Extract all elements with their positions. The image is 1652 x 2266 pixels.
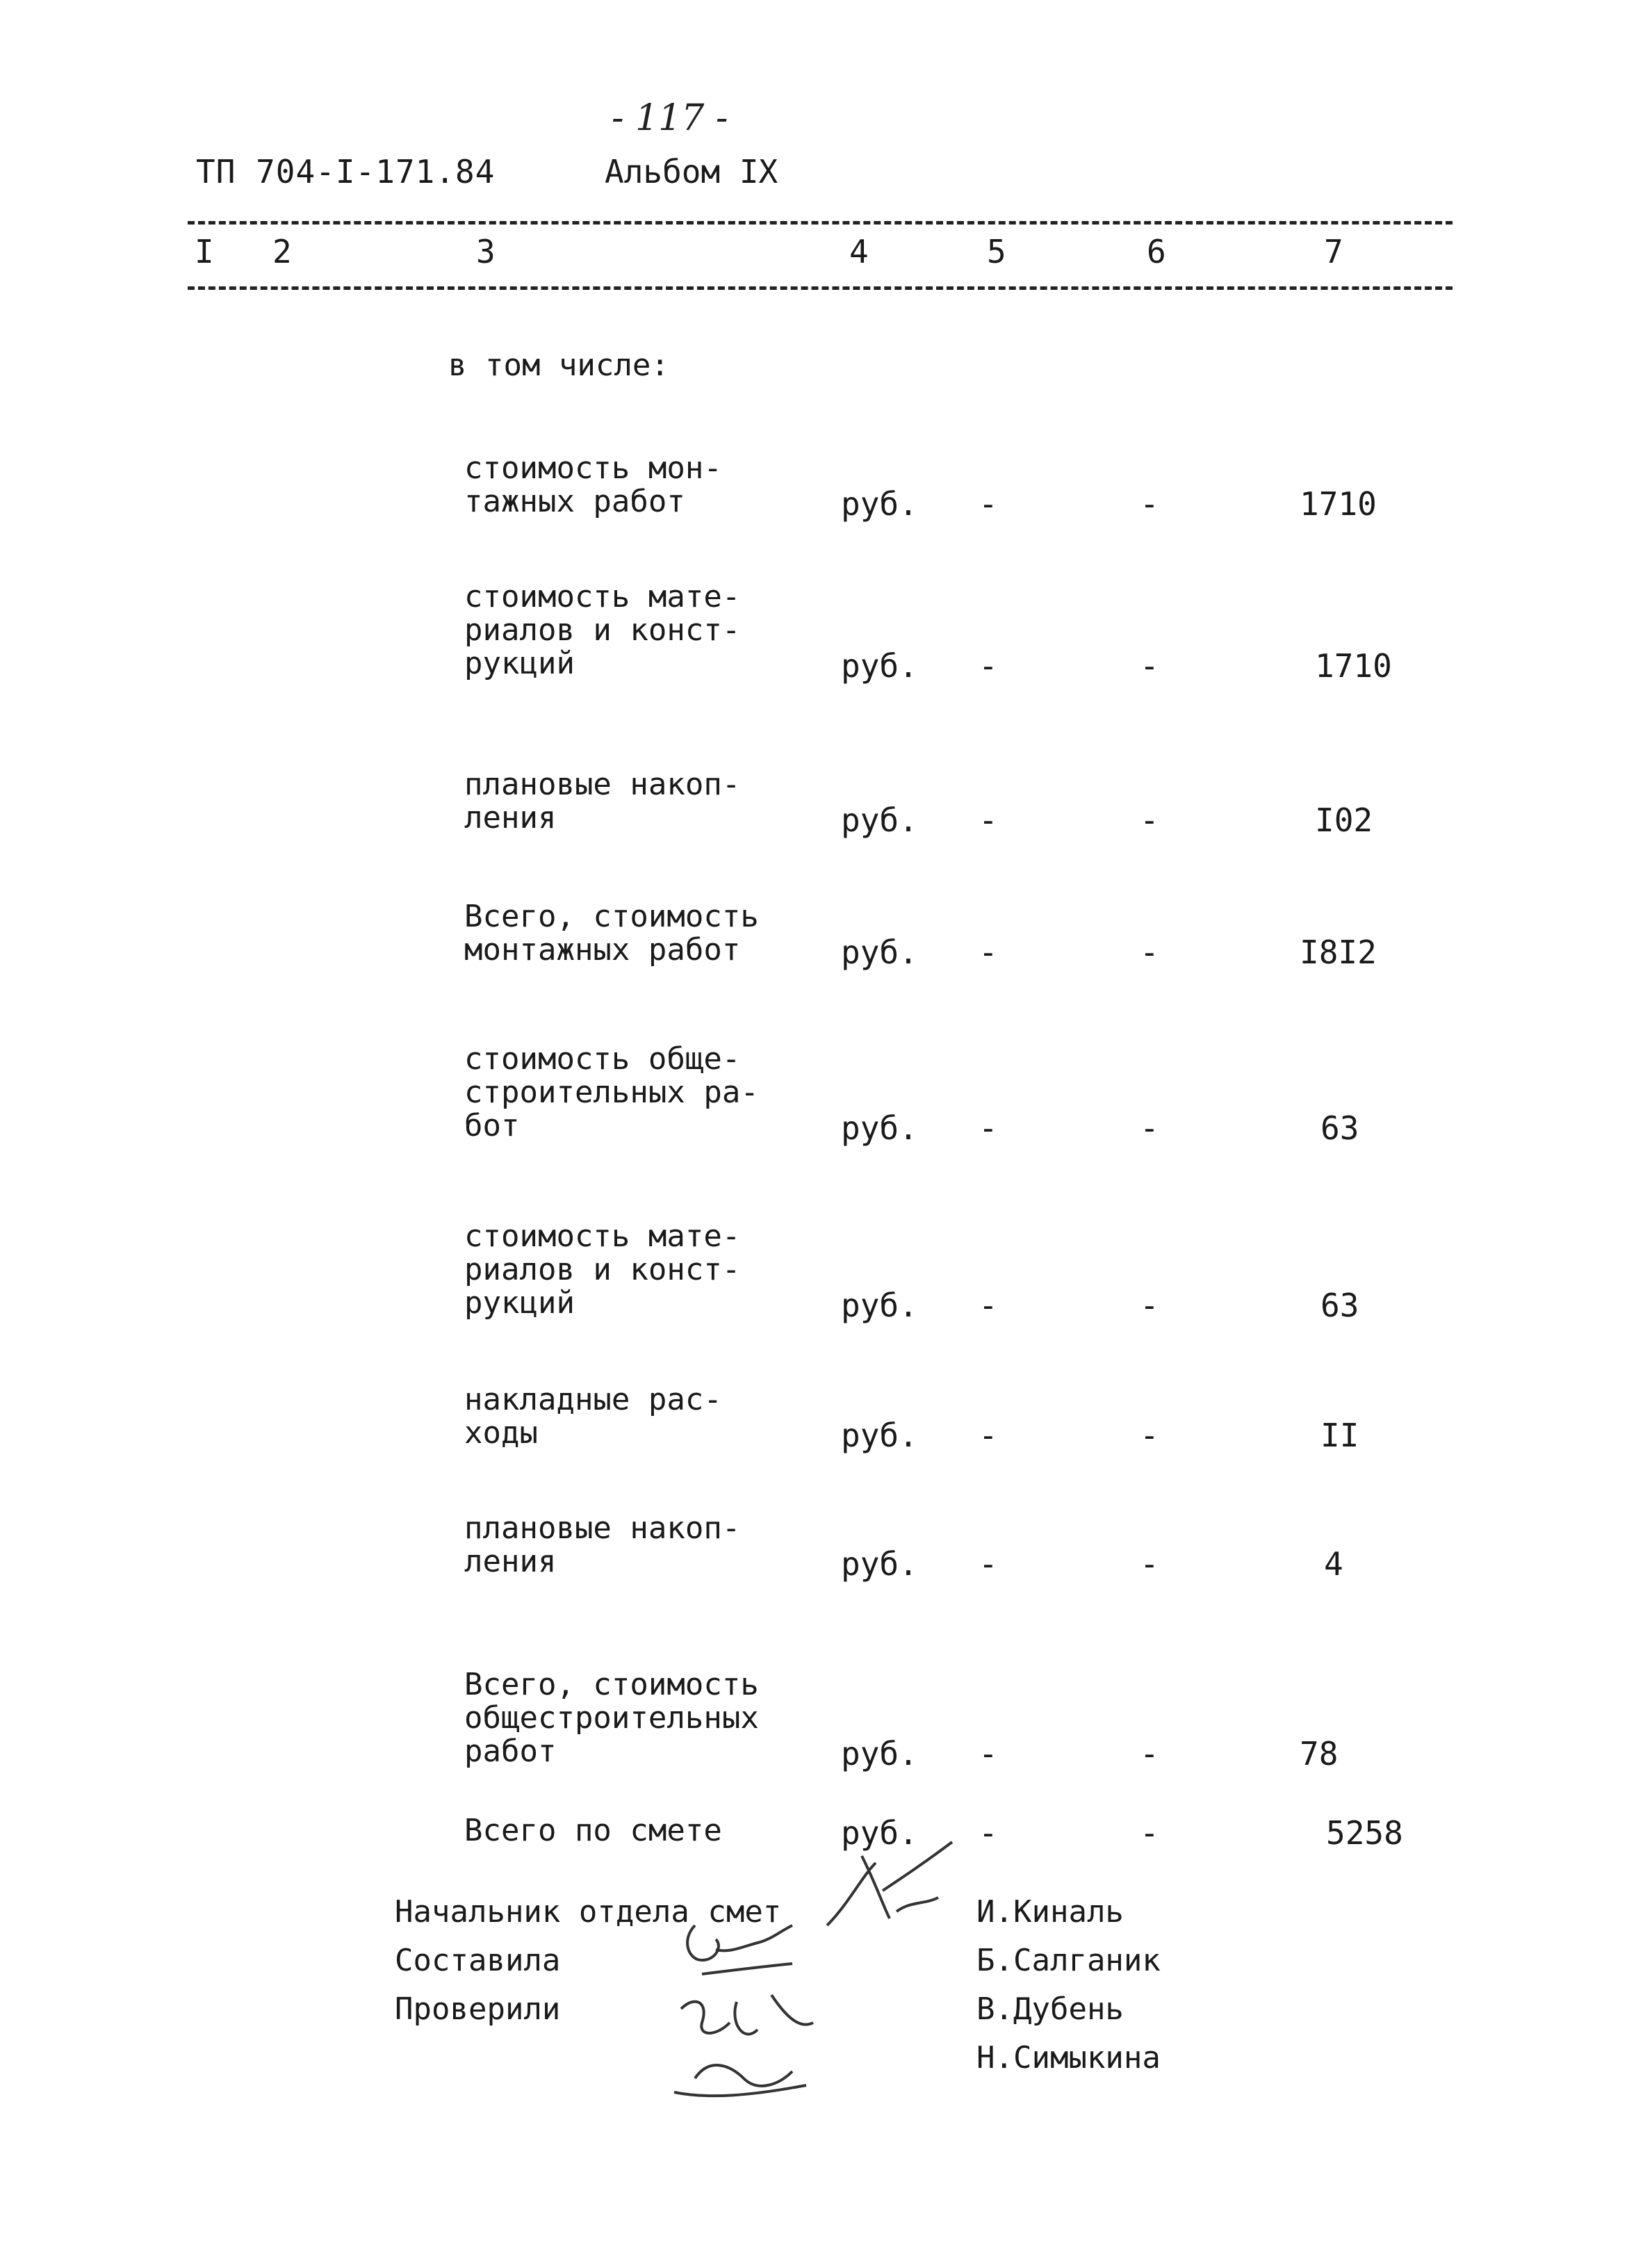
compiled-by-name: Б.Салганик [976,1943,1161,1978]
row-col6: - [1140,1545,1159,1583]
album-label: Альбом IX [605,153,778,190]
row-col5: - [979,647,998,685]
checked-signatures [667,1981,848,2106]
row-col7: 63 [1320,1109,1359,1147]
row-col7: II [1320,1417,1359,1454]
row-col7: 63 [1320,1287,1359,1324]
row-description: плановые накоп- ления [464,767,741,836]
head-signature [820,1835,966,1939]
column-header-2: 2 [272,233,292,270]
row-col7: 4 [1324,1545,1343,1583]
document-code: ТП 704-I-171.84 [196,153,496,190]
column-header-3: 3 [476,233,496,270]
row-col5: - [979,1109,998,1147]
row-description: стоимость мон- тажных работ [464,450,722,519]
row-description: Всего по смете [464,1813,722,1848]
row-col6: - [1140,647,1159,685]
row-description: плановые накоп- ления [464,1510,741,1579]
row-unit: руб. [841,1417,918,1454]
row-col5: - [979,934,998,971]
column-header-5: 5 [987,233,1006,270]
row-col6: - [1140,1735,1159,1772]
row-unit: руб. [841,934,918,971]
row-col6: - [1140,934,1159,971]
row-description: Всего, стоимость общестроительных работ [464,1667,759,1769]
checked-by-name-1: В.Дубень [976,1991,1124,2027]
header-divider-bottom [188,286,1453,290]
compiled-by-label: Составила [395,1943,561,1978]
row-col7: 1710 [1300,485,1377,523]
row-unit: руб. [841,1545,918,1583]
row-col5: - [979,485,998,523]
head-of-department-name: И.Киналь [976,1894,1124,1930]
column-header-7: 7 [1324,233,1343,270]
row-col6: - [1140,1109,1159,1147]
row-description: стоимость обще- строительных ра- бот [464,1041,759,1143]
row-unit: руб. [841,1735,918,1772]
row-col5: - [979,1735,998,1772]
row-col7: 5258 [1326,1814,1403,1852]
row-unit: руб. [841,1109,918,1147]
row-unit: руб. [841,1814,918,1852]
row-col6: - [1140,485,1159,523]
row-unit: руб. [841,485,918,523]
row-description: накладные рас- ходы [464,1382,722,1451]
row-col6: - [1140,801,1159,839]
row-col5: - [979,1417,998,1454]
row-description: стоимость мате- риалов и конст- рукций [464,579,741,681]
row-unit: руб. [841,1287,918,1324]
column-header-1: I [195,233,214,270]
row-description: стоимость мате- риалов и конст- рукций [464,1218,741,1321]
row-unit: руб. [841,801,918,839]
row-description: Всего, стоимость монтажных работ [464,899,759,968]
row-unit: руб. [841,647,918,685]
row-col7: 1710 [1315,647,1392,685]
checked-by-label: Проверили [395,1991,561,2027]
row-col6: - [1140,1287,1159,1324]
section-label: в том числе: [448,348,669,383]
column-header-4: 4 [849,233,869,270]
row-col6: - [1140,1814,1159,1852]
row-col7: 78 [1300,1735,1339,1772]
checked-by-name-2: Н.Симыкина [976,2040,1161,2076]
row-col5: - [979,1287,998,1324]
row-col7: I02 [1315,801,1373,839]
row-col5: - [979,1814,998,1852]
head-of-department-label: Начальник отдела смет [395,1894,782,1930]
header-divider-top [188,221,1453,225]
page-number: - 117 - [612,97,728,139]
row-col6: - [1140,1417,1159,1454]
column-header-6: 6 [1147,233,1166,270]
row-col5: - [979,1545,998,1583]
row-col5: - [979,801,998,839]
row-col7: I8I2 [1300,934,1377,971]
